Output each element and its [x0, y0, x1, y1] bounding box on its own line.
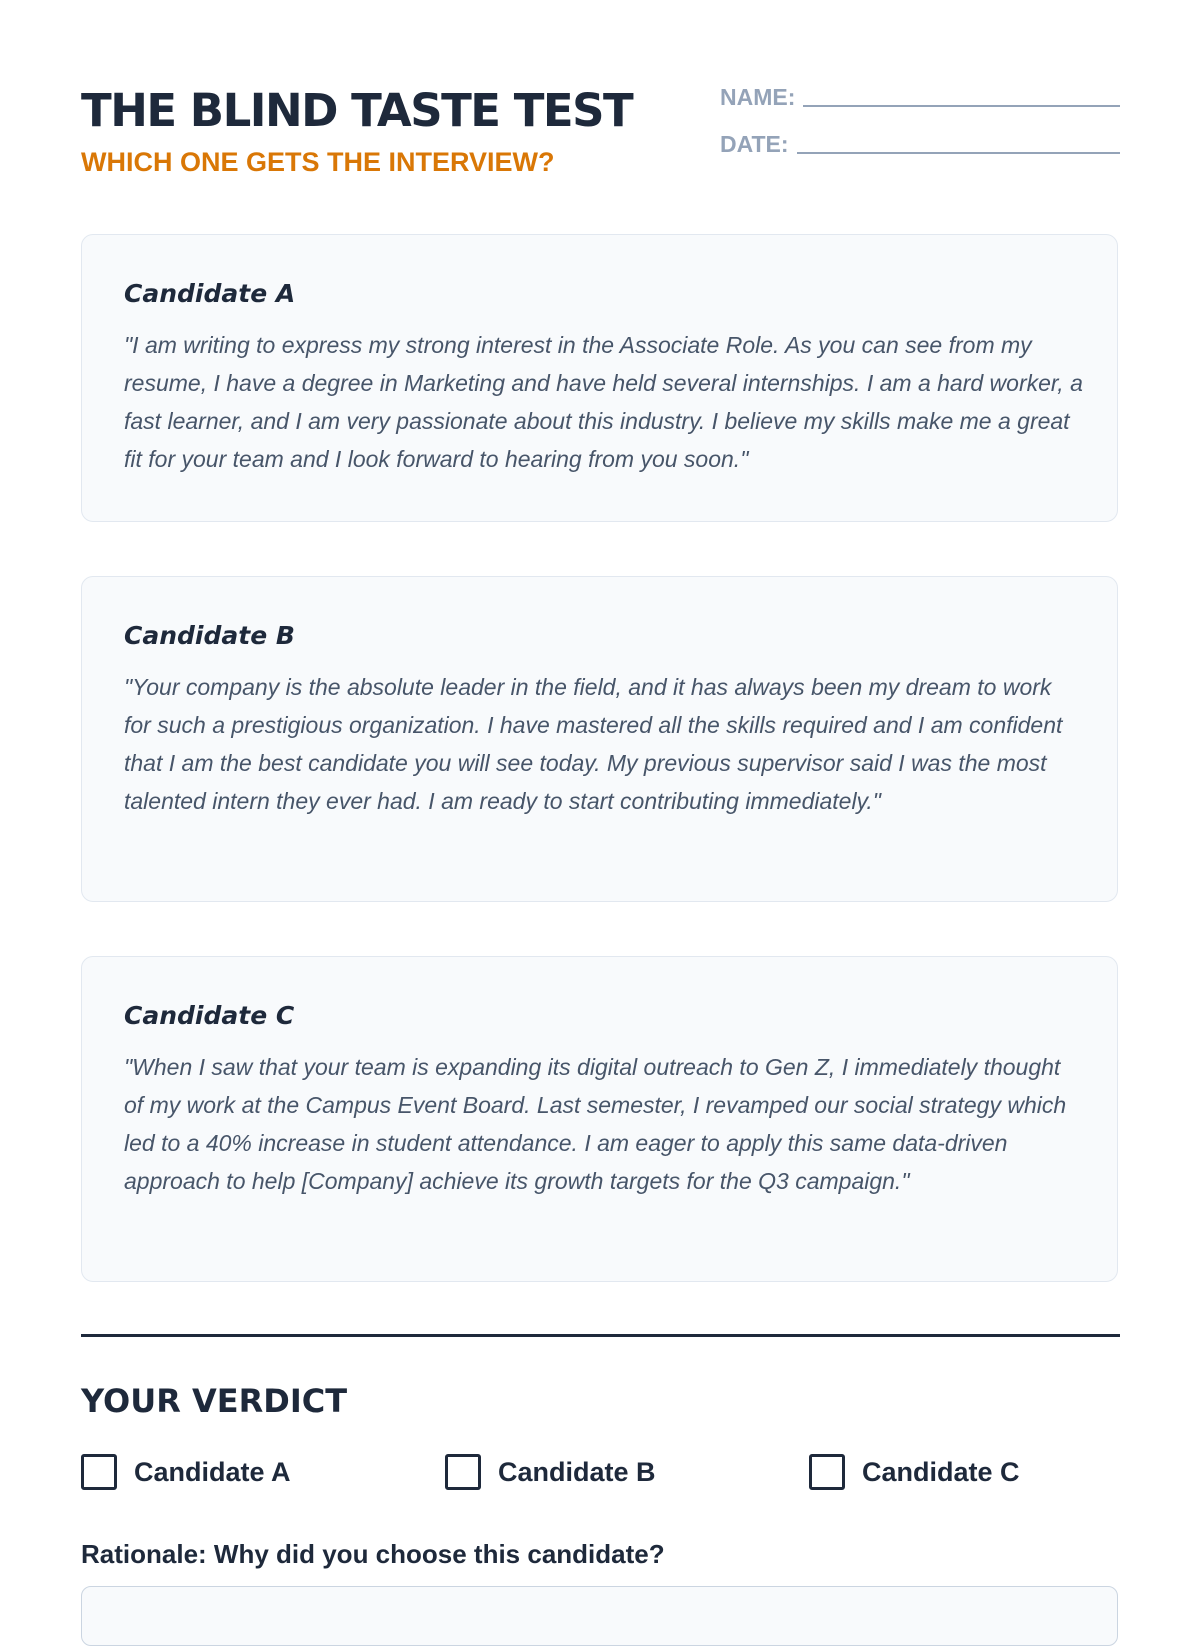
rationale-label: Rationale: Why did you choose this candidate? — [81, 1539, 665, 1569]
name-row — [720, 82, 1120, 112]
rationale-input[interactable] — [81, 1586, 1118, 1646]
page-subtitle: WHICH ONE GETS THE INTERVIEW? — [81, 147, 555, 177]
date-field[interactable] — [797, 152, 1120, 154]
student-info — [720, 82, 1120, 176]
date-row — [720, 129, 1120, 159]
candidate-name: Candidate A — [124, 279, 296, 308]
option-label: Candidate A — [134, 1456, 291, 1487]
option-label: Candidate B — [498, 1456, 656, 1487]
checkbox-candidate-b[interactable] — [445, 1454, 481, 1490]
section-divider — [81, 1334, 1120, 1337]
verdict-option-b[interactable] — [445, 1452, 656, 1492]
candidate-quote: "When I saw that your team is expanding its digital outreach to Gen Z, I immediately thought of my work at the Campus Event Board. Last semester, I revamped our social strategy which led to a 40% increase in student attendance. I am eager to apply this same data-driven approach to help [Company] achieve its growth targets for the Q3 campaign." — [124, 1054, 1067, 1194]
worksheet-header — [81, 82, 1120, 182]
candidate-card-b — [81, 576, 1118, 902]
name-label: NAME: — [720, 84, 796, 110]
page-title: THE BLIND TASTE TEST — [81, 84, 633, 137]
checkbox-candidate-a[interactable] — [81, 1454, 117, 1490]
verdict-option-a[interactable] — [81, 1452, 291, 1492]
candidate-name: Candidate C — [124, 1001, 295, 1030]
candidate-quote: "I am writing to express my strong interest in the Associate Role. As you can see from my resume, I have a degree in Marketing and have held several internships. I am a hard worker, a fast learner, and I am very passionate about this industry. I believe my skills make me a great fit for your team and I look forward to hearing from you soon." — [124, 332, 1083, 472]
checkbox-candidate-c[interactable] — [809, 1454, 845, 1490]
candidate-card-c — [81, 956, 1118, 1282]
option-label: Candidate C — [862, 1456, 1020, 1487]
candidate-card-a — [81, 234, 1118, 522]
candidate-quote: "Your company is the absolute leader in the field, and it has always been my dream to work for such a prestigious organization. I have mastered all the skills required and I am confident that I am the best candidate you will see today. My previous supervisor said I was the most talented intern they ever had. I am ready to start contributing immediately." — [124, 674, 1063, 814]
verdict-option-c[interactable] — [809, 1452, 1020, 1492]
name-field[interactable] — [803, 105, 1120, 107]
verdict-heading: YOUR VERDICT — [81, 1382, 348, 1420]
candidate-name: Candidate B — [124, 621, 295, 650]
date-label: DATE: — [720, 131, 789, 157]
